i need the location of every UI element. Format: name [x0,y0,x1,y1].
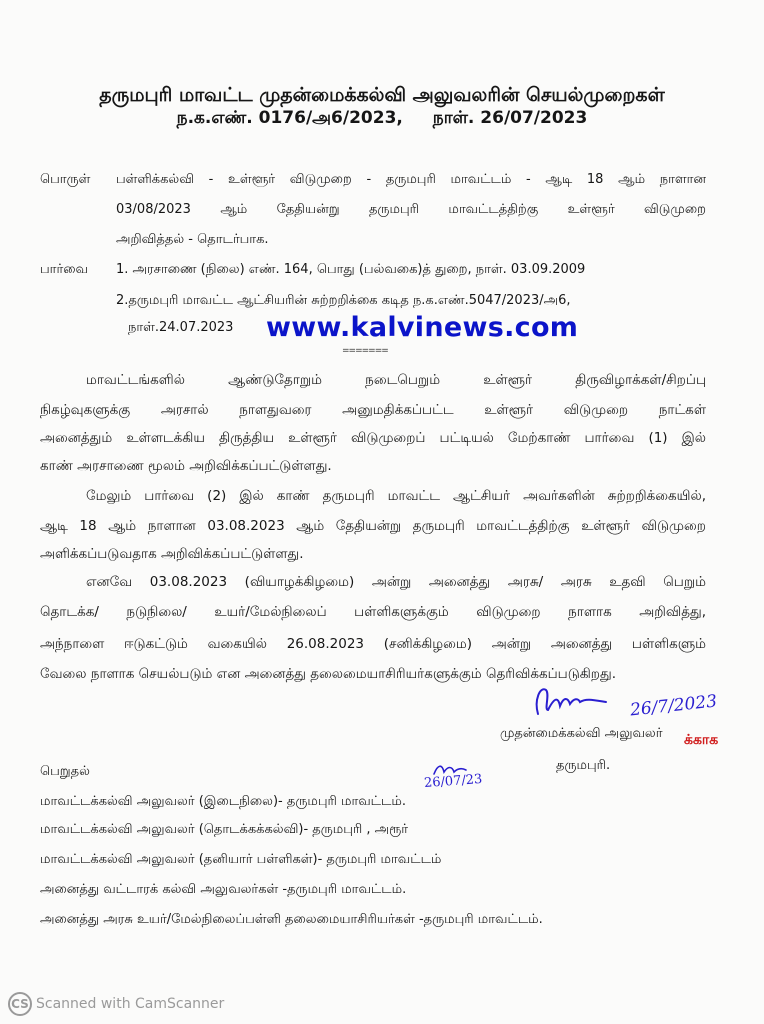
signatory-designation: முதன்மைக்கல்வி அலுவலர் [500,726,663,741]
reference-line [0,108,764,130]
recipient-item: மாவட்டக்கல்வி அலுவலர் (தொடக்கக்கல்வி)- தருமபுரி , அரூர் [40,822,409,837]
subject-line-1: பள்ளிக்கல்வி - உள்ளூர் விடுமுறை - தருமபுரி மாவட்டம் - ஆடி 18 ஆம் நாளான [116,172,706,187]
reference-label: பார்வை [40,262,89,277]
signature-date: 26/7/2023 [629,691,718,721]
recipient-item: மாவட்டக்கல்வி அலுவலர் (தனியார் பள்ளிகள்)- தருமபுரி மாவட்டம் [40,852,442,867]
paragraph-1-line-3: அனைத்தும் உள்ளடக்கிய திருத்திய உள்ளூர் விடுமுறைப் பட்டியல் மேற்காண் பார்வை (1) இல் [40,430,706,446]
paragraph-2-line-3: அளிக்கப்படுவதாக அறிவிக்கப்பட்டுள்ளது. [40,546,304,562]
reference-line-1: 1. அரசாணை (நிலை) எண். 164, பொது (பல்வகை)த் துறை, நாள். 03.09.2009 [116,262,586,277]
paragraph-1-line-2: நிகழ்வுகளுக்கு அரசால் நாளதுவரை அனுமதிக்கப்பட்ட உள்ளூர் விடுமுறை நாட்கள் [40,402,706,418]
recipient-item: அனைத்து வட்டாரக் கல்வி அலுவலர்கள் -தருமபுரி மாவட்டம். [40,882,407,897]
signatory-stamp: க்காக [684,732,719,748]
paragraph-3-line-4: வேலை நாளாக செயல்படும் என அனைத்து தலைமையாசிரியர்களுக்கும் தெரிவிக்கப்படுகிறது. [40,666,616,682]
camscanner-logo-icon: CS [8,992,32,1016]
camscanner-footer-text: Scanned with CamScanner [36,996,225,1012]
subject-line-3: அறிவித்தல் - தொடர்பாக. [116,232,269,247]
signature-scribble [528,680,628,722]
reference-line-2: 2.தருமபுரி மாவட்ட ஆட்சியரின் சுற்றறிக்கை கடித ந.க.எண்.5047/2023/அ6, [116,293,571,308]
subject-label: பொருள் [40,172,91,187]
paragraph-1-line-1: மாவட்டங்களில் ஆண்டுதோறும் நடைபெறும் உள்ளூர் திருவிழாக்கள்/சிறப்பு [86,372,706,388]
reference-line-3: நாள்.24.07.2023 [128,320,234,335]
recipients-label: பெறுதல் [40,764,90,779]
watermark-url: www.kalvinews.com [266,312,579,343]
signatory-place: தருமபுரி. [556,758,611,773]
paragraph-1-line-4: காண் அரசாணை மூலம் அறிவிக்கப்பட்டுள்ளது. [40,458,332,474]
reference-number: ந.க.எண். 0176/அ6/2023, [176,108,403,128]
subject-line-2: 03/08/2023 ஆம் தேதியன்று தருமபுரி மாவட்டத்திற்கு உள்ளூர் விடுமுறை [116,202,706,217]
paragraph-3-line-1: எனவே 03.08.2023 (வியாழக்கிழமை) அன்று அனைத்து அரசு/ அரசு உதவி பெறும் [86,574,706,590]
document-date: நாள். 26/07/2023 [432,108,588,128]
recipient-note-date: 26/07/23 [423,771,483,792]
paragraph-2-line-2: ஆடி 18 ஆம் நாளான 03.08.2023 ஆம் தேதியன்று தருமபுரி மாவட்டத்திற்கு உள்ளூர் விடுமுறை [40,518,706,534]
paragraph-3-line-2: தொடக்க/ நடுநிலை/ உயர்/மேல்நிலைப் பள்ளிகளுக்கும் விடுமுறை நாளாக அறிவித்து, [40,604,706,620]
paragraph-3-line-3: அந்நாளை ஈடுகட்டும் வகையில் 26.08.2023 (சனிக்கிழமை) அன்று அனைத்து பள்ளிகளும் [40,636,706,652]
recipient-item: மாவட்டக்கல்வி அலுவலர் (இடைநிலை)- தருமபுரி மாவட்டம். [40,794,406,809]
recipient-item: அனைத்து அரசு உயர்/மேல்நிலைப்பள்ளி தலைமையாசிரியர்கள் -தருமபுரி மாவட்டம். [40,912,543,927]
document-title: தருமபுரி மாவட்ட முதன்மைக்கல்வி அலுவலரின் செயல்முறைகள் [99,84,665,106]
paragraph-2-line-1: மேலும் பார்வை (2) இல் காண் தருமபுரி மாவட்ட ஆட்சியர் அவர்களின் சுற்றறிக்கையில், [86,488,706,504]
separator-line: ======= [342,346,388,356]
